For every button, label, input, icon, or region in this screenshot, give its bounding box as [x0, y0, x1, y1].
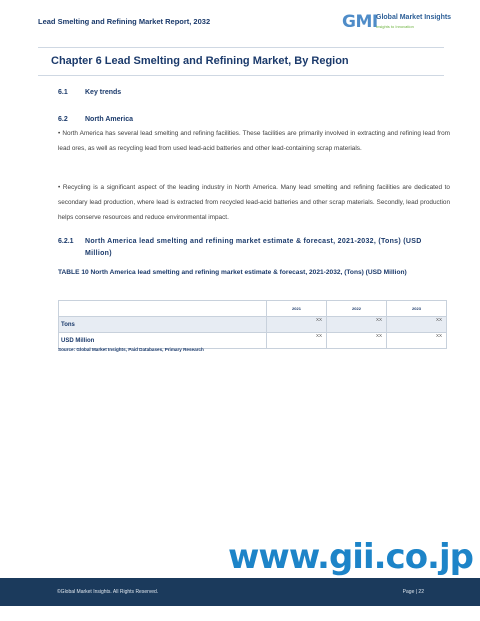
footer-copyright: ©Global Market Insights. All Rights Reserved.	[57, 589, 159, 595]
table-cell: XX	[267, 333, 327, 349]
subsection-title: North America lead smelting and refining market estimate & forecast, 2021-2032, (Tons) (USD Million)	[85, 238, 422, 257]
table-cell: XX	[387, 317, 447, 333]
row-label: Tons	[59, 317, 267, 333]
market-table	[58, 300, 447, 349]
table-corner	[59, 301, 267, 317]
row-label: USD Million	[59, 333, 267, 349]
column-header: 2023	[387, 301, 447, 317]
chapter-heading	[38, 47, 444, 76]
paragraph-facilities: • North America has several lead smelting and refining facilities. These facilities are primarily involved in extracting and refining lead from lead ores, as well as recycling lead from used lead-acid batteries and other lead-containing scrap materials.	[58, 130, 450, 152]
table-source: Source: Global Market Insights, Paid Databases, Primary Research	[58, 347, 204, 352]
logo-name: Global Market Insights	[376, 14, 452, 21]
table-cell: XX	[267, 317, 327, 333]
logo-tagline: Insights to Innovation	[376, 24, 414, 29]
logo-mark: GMI	[342, 12, 378, 32]
table-caption: TABLE 10 North America lead smelting and refining market estimate & forecast, 2021-2032, (Tons) (USD Million)	[58, 269, 407, 276]
page-number: Page | 22	[402, 589, 424, 595]
paragraph-recycling: • Recycling is a significant aspect of the leading industry in North America. Many lead smelting and refining facilities are dedicated to secondary lead production, where lead is extracted from recycled lead-acid batteries and other scrap materials. Secondly, lead production helps conserve resources and reduce environmental impact.	[58, 184, 450, 221]
report-title: Lead Smelting and Refining Market Report, 2032	[38, 17, 211, 26]
page-header	[0, 0, 480, 40]
chapter-title: Chapter 6 Lead Smelting and Refining Market, By Region	[51, 55, 349, 67]
page-footer	[0, 578, 480, 606]
column-header: 2021	[267, 301, 327, 317]
section-title-key-trends: Key trends	[85, 89, 122, 96]
section-number-6-1: 6.1	[58, 89, 68, 96]
column-header: 2022	[327, 301, 387, 317]
table-cell: XX	[327, 317, 387, 333]
section-title-north-america: North America	[85, 116, 133, 123]
section-number-6-2: 6.2	[58, 116, 68, 123]
table-row	[59, 317, 447, 333]
table-cell: XX	[327, 333, 387, 349]
subsection-number: 6.2.1	[58, 238, 74, 245]
watermark: www.gii.co.jp	[228, 537, 473, 577]
table-header-row	[59, 301, 447, 317]
table-cell: XX	[387, 333, 447, 349]
